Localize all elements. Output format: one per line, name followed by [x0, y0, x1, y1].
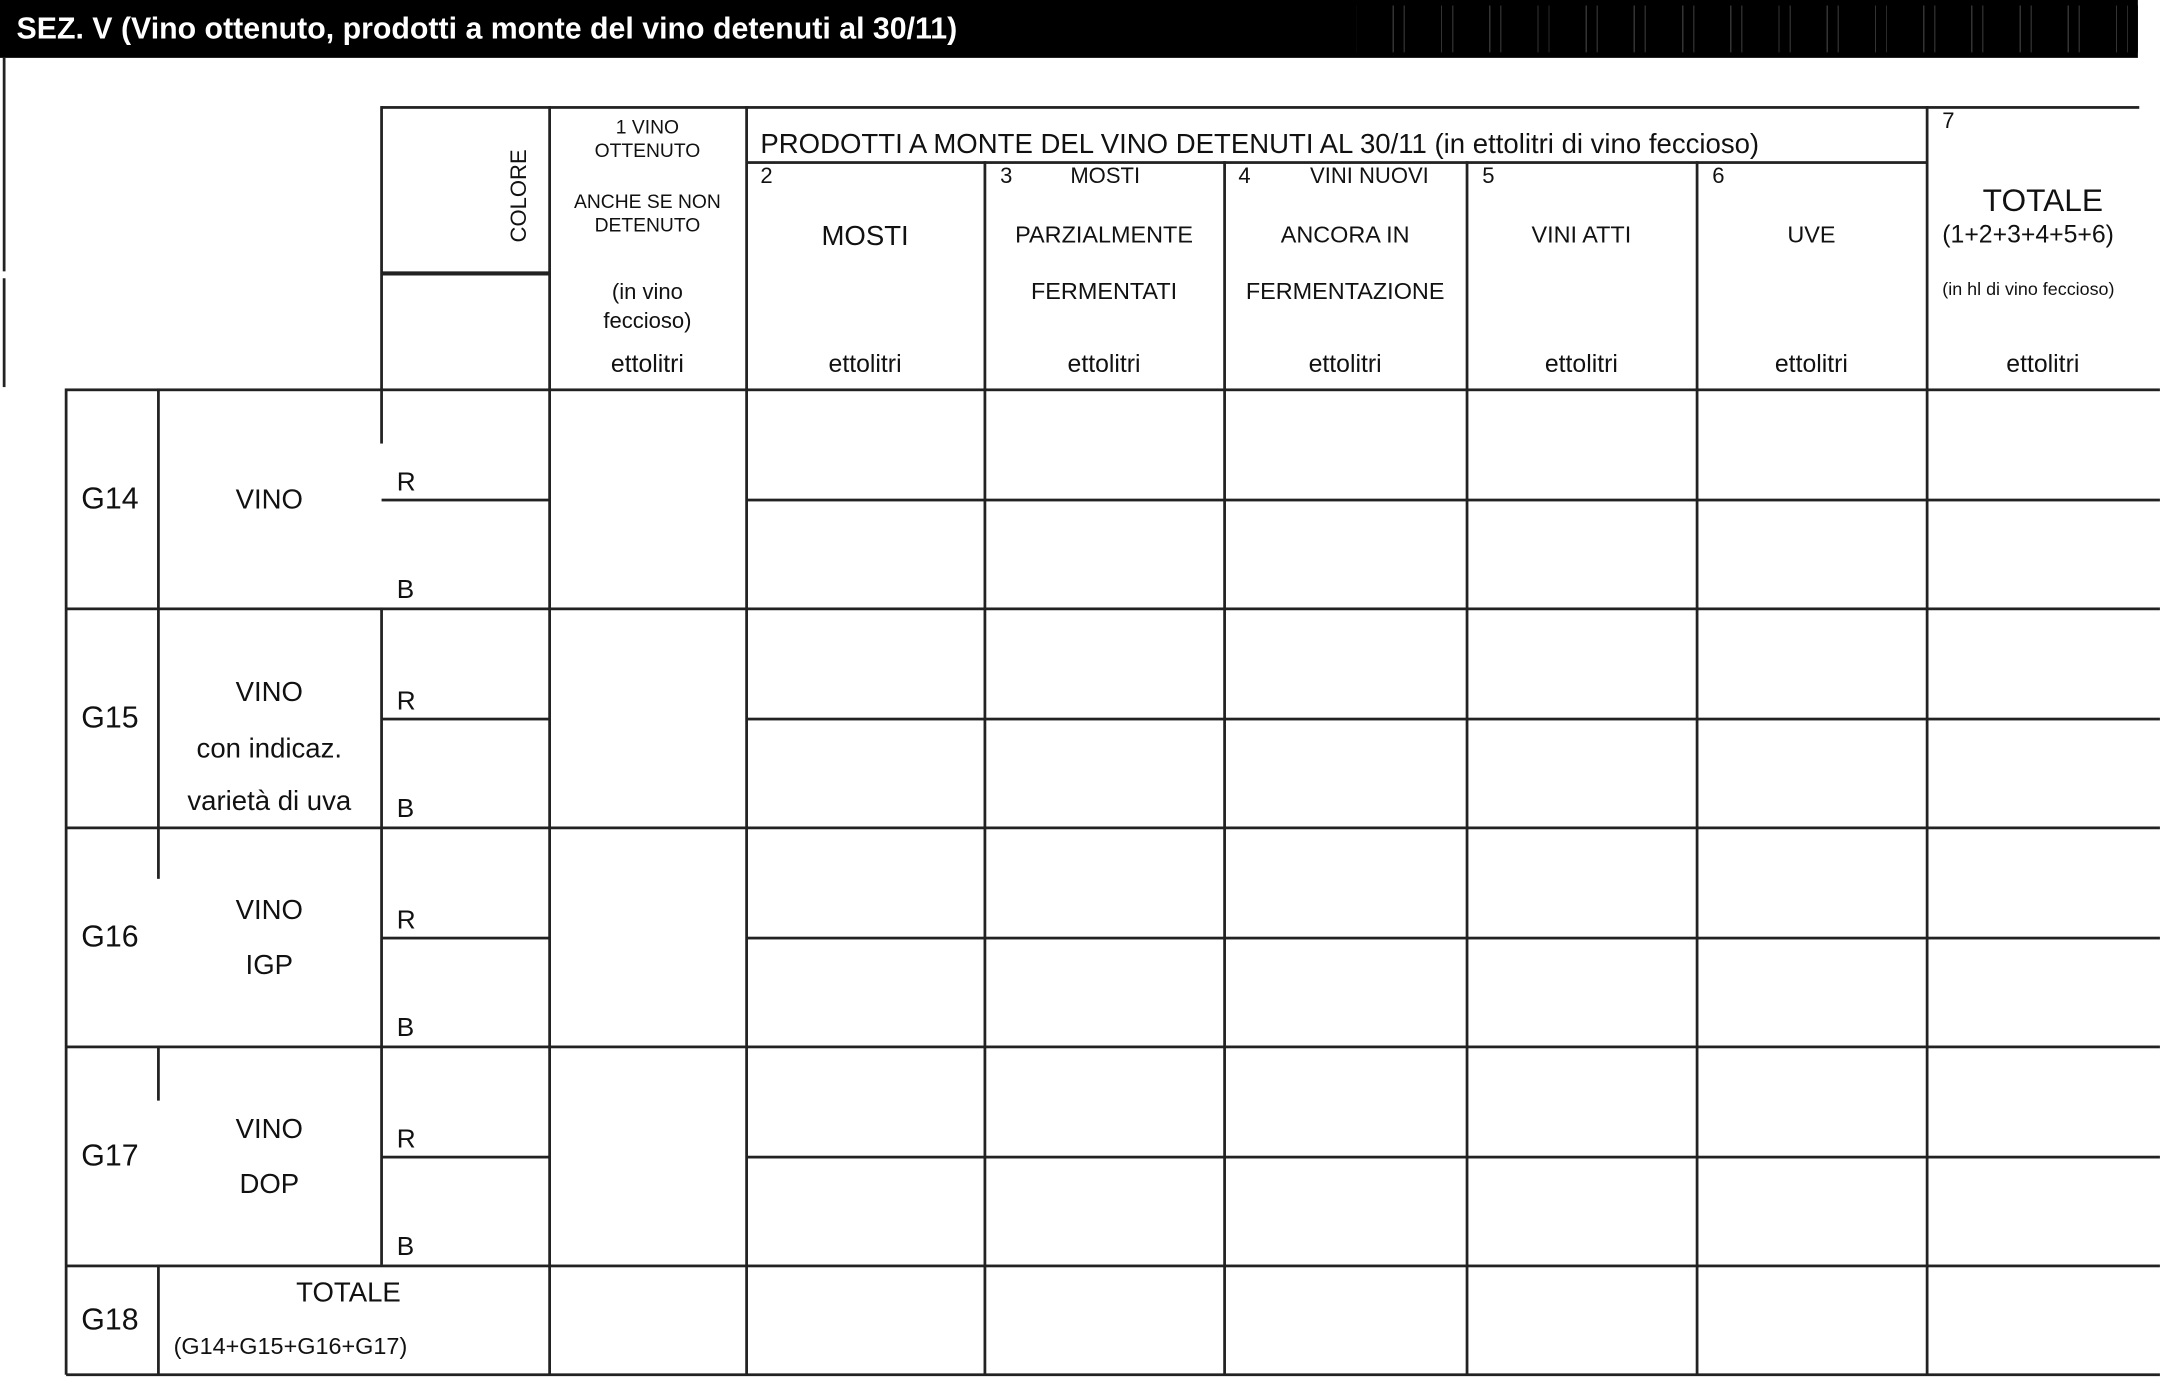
- body-v-1398: [1926, 388, 1928, 1374]
- entry-g15-b-col4[interactable]: [1227, 720, 1464, 825]
- label-sep-a: [380, 388, 382, 443]
- split-g15-left: [382, 718, 550, 720]
- row-label-g16-1: VINO: [235, 895, 303, 926]
- col7-num: 7: [1942, 110, 1955, 134]
- row-label-g14: VINO: [235, 484, 303, 516]
- entry-g15-r-col7[interactable]: [1930, 610, 2157, 715]
- col1-line3: ANCHE SE NON: [574, 190, 721, 213]
- entry-g14-b-col2[interactable]: [749, 501, 982, 606]
- entry-g14-b-col6[interactable]: [1700, 501, 1925, 606]
- col6-label: UVE: [1787, 221, 1836, 248]
- col4-line2: ANCORA IN: [1280, 221, 1410, 248]
- col2-label: MOSTI: [821, 221, 909, 253]
- entry-g17-b-col7[interactable]: [1930, 1158, 2157, 1263]
- g17-b: B: [396, 1232, 415, 1262]
- entry-g15-r-col6[interactable]: [1700, 610, 1925, 715]
- row-rule-441: [66, 607, 2160, 609]
- col5-num: 5: [1482, 165, 1495, 189]
- entry-g14-b-col5[interactable]: [1470, 501, 1695, 606]
- col1-line1: 1 VINO: [615, 115, 680, 138]
- unit-col7: ettolitri: [2006, 349, 2080, 378]
- unit-col5: ettolitri: [1544, 349, 1618, 378]
- left-margin-rule: [3, 58, 5, 272]
- entry-g15-b-col6[interactable]: [1700, 720, 1925, 825]
- entry-g14-b-col3[interactable]: [988, 501, 1222, 606]
- section-title: SEZ. V (Vino ottenuto, prodotti a monte del vino detenuti al 30/11): [16, 11, 958, 46]
- entry-g17-col1[interactable]: [552, 1048, 743, 1263]
- body-v-1231: [1696, 388, 1698, 1374]
- entry-g15-r-col2[interactable]: [749, 610, 982, 715]
- col1-line4: DETENUTO: [594, 213, 701, 236]
- unit-col4: ettolitri: [1308, 349, 1382, 378]
- row-label-g15-3: varietà di uva: [187, 786, 352, 817]
- entry-g16-r-col7[interactable]: [1930, 829, 2157, 934]
- col4-line1: VINI NUOVI: [1310, 165, 1429, 189]
- split-g17-left: [382, 1156, 550, 1158]
- entry-g16-b-col2[interactable]: [749, 939, 982, 1044]
- colore-label: COLORE: [508, 149, 532, 243]
- col3-line2: PARZIALMENTE: [1015, 221, 1193, 248]
- row-label-g16-2: IGP: [245, 950, 294, 981]
- row-code-g16: G16: [81, 918, 139, 954]
- entry-g18-col2[interactable]: [749, 1267, 982, 1372]
- group-subrule: [747, 161, 1928, 163]
- entry-g18-col5[interactable]: [1470, 1267, 1695, 1372]
- entry-g16-b-col7[interactable]: [1930, 939, 2157, 1044]
- entry-g14-b-col7[interactable]: [1930, 501, 2157, 606]
- entry-g18-col6[interactable]: [1700, 1267, 1925, 1372]
- body-v-541: [745, 388, 747, 1374]
- entry-g16-b-col4[interactable]: [1227, 939, 1464, 1044]
- unit-col1: ettolitri: [610, 349, 684, 378]
- section-title-bar: [0, 0, 2138, 58]
- entry-g18-col7[interactable]: [1930, 1267, 2157, 1372]
- g14-r: R: [396, 468, 416, 498]
- col1-header: [550, 116, 746, 237]
- entry-g17-r-col2[interactable]: [749, 1048, 982, 1153]
- row-label-g17-1: VINO: [235, 1114, 303, 1145]
- body-v-714: [984, 388, 986, 1374]
- entry-g15-r-col5[interactable]: [1470, 610, 1695, 715]
- entry-g18-col1[interactable]: [552, 1267, 743, 1372]
- group-title: PRODOTTI A MONTE DEL VINO DETENUTI AL 30/11 (in ettolitri di vino feccioso): [760, 129, 1760, 160]
- body-v-398: [548, 388, 550, 1374]
- col3-line3: FERMENTATI: [1030, 278, 1178, 305]
- entry-g17-b-col3[interactable]: [988, 1158, 1222, 1263]
- entry-g15-b-col2[interactable]: [749, 720, 982, 825]
- entry-g14-r-col7[interactable]: [1930, 391, 2157, 496]
- entry-g14-r-col6[interactable]: [1700, 391, 1925, 496]
- entry-g17-r-col7[interactable]: [1930, 1048, 2157, 1153]
- title-bar-pattern: [1357, 6, 2138, 53]
- entry-g16-b-col3[interactable]: [988, 939, 1222, 1044]
- colore-underline: [382, 271, 550, 275]
- g15-b: B: [396, 794, 415, 824]
- row-rule-998: [66, 1373, 2160, 1375]
- entry-g15-b-col5[interactable]: [1470, 720, 1695, 825]
- entry-g17-r-col3[interactable]: [988, 1048, 1222, 1153]
- col1-line6: feccioso): [603, 309, 692, 334]
- col7-line2: (1+2+3+4+5+6): [1942, 220, 2114, 248]
- entry-g15-r-col3[interactable]: [988, 610, 1222, 715]
- col1-header-sub: [550, 278, 746, 336]
- body-v-1064: [1466, 388, 1468, 1374]
- row-rule-918: [66, 1265, 2160, 1267]
- row-rule-600: [66, 827, 2160, 829]
- unit-col3: ettolitri: [1067, 349, 1141, 378]
- g15-r: R: [396, 687, 416, 717]
- entry-g17-b-col6[interactable]: [1700, 1158, 1925, 1263]
- unit-col6: ettolitri: [1774, 349, 1848, 378]
- entry-g16-b-col6[interactable]: [1700, 939, 1925, 1044]
- hdr-v-1398: [1926, 106, 1928, 390]
- left-margin-rule-lower: [3, 278, 5, 387]
- row-label-g17-2: DOP: [239, 1169, 300, 1200]
- entry-g17-r-col4[interactable]: [1227, 1048, 1464, 1153]
- entry-g15-r-col4[interactable]: [1227, 610, 1464, 715]
- entry-g17-r-col5[interactable]: [1470, 1048, 1695, 1153]
- row-rule-759: [66, 1046, 2160, 1048]
- col6-num: 6: [1712, 165, 1725, 189]
- entry-g18-col4[interactable]: [1227, 1267, 1464, 1372]
- entry-g15-b-col3[interactable]: [988, 720, 1222, 825]
- g16-b: B: [396, 1013, 415, 1043]
- col1-line5: (in vino: [611, 281, 683, 305]
- entry-g15-col1[interactable]: [552, 610, 743, 825]
- code-sep-b: [157, 1046, 159, 1101]
- entry-g14-r-col2[interactable]: [749, 391, 982, 496]
- entry-g18-col3[interactable]: [988, 1267, 1222, 1372]
- entry-g17-b-col4[interactable]: [1227, 1158, 1464, 1263]
- col2-num: 2: [760, 165, 773, 189]
- col1-line2: OTTENUTO: [594, 139, 701, 162]
- g17-r: R: [396, 1125, 416, 1155]
- g14-b: B: [396, 575, 415, 605]
- col5-label: VINI ATTI: [1531, 221, 1632, 248]
- entry-g16-r-col5[interactable]: [1470, 829, 1695, 934]
- row-label-g15-2: con indicaz.: [196, 734, 343, 765]
- col4-line3: FERMENTAZIONE: [1245, 278, 1445, 305]
- unit-col2: ettolitri: [828, 349, 902, 378]
- entry-g17-r-col6[interactable]: [1700, 1048, 1925, 1153]
- col4-num: 4: [1238, 165, 1251, 189]
- body-v-888: [1223, 388, 1225, 1374]
- entry-g16-r-col2[interactable]: [749, 829, 982, 934]
- entry-g17-b-col2[interactable]: [749, 1158, 982, 1263]
- entry-g14-col1[interactable]: [552, 391, 743, 606]
- col7-line1: TOTALE: [1982, 181, 2103, 218]
- row-label-g15-1: VINO: [235, 677, 303, 709]
- row-code-g18: G18: [81, 1301, 139, 1337]
- entry-g14-b-col4[interactable]: [1227, 501, 1464, 606]
- code-sep-c: [157, 1265, 159, 1375]
- body-v-48: [65, 388, 67, 1374]
- g16-r: R: [396, 906, 416, 936]
- entry-g15-b-col7[interactable]: [1930, 720, 2157, 825]
- entry-g16-col1[interactable]: [552, 829, 743, 1044]
- row-label-g18-2: (G14+G15+G16+G17): [173, 1333, 408, 1360]
- header-top-rule: [382, 106, 2140, 108]
- row-code-g17: G17: [81, 1137, 139, 1173]
- entry-g14-r-col5[interactable]: [1470, 391, 1695, 496]
- entry-g14-r-col3[interactable]: [988, 391, 1222, 496]
- entry-g17-b-col5[interactable]: [1470, 1158, 1695, 1263]
- entry-g16-r-col4[interactable]: [1227, 829, 1464, 934]
- entry-g16-r-col3[interactable]: [988, 829, 1222, 934]
- entry-g16-r-col6[interactable]: [1700, 829, 1925, 934]
- row-code-g14: G14: [81, 480, 139, 516]
- row-code-g15: G15: [81, 699, 139, 735]
- col3-line1: MOSTI: [1070, 165, 1141, 189]
- col3-num: 3: [1000, 165, 1013, 189]
- split-g16-left: [382, 937, 550, 939]
- row-label-g18-1: TOTALE: [296, 1278, 401, 1309]
- col7-line3: (in hl di vino feccioso): [1942, 278, 2115, 299]
- entry-g14-r-col4[interactable]: [1227, 391, 1464, 496]
- hdr-v-277: [380, 106, 382, 390]
- split-g14-left: [382, 499, 550, 501]
- entry-g16-b-col5[interactable]: [1470, 939, 1695, 1044]
